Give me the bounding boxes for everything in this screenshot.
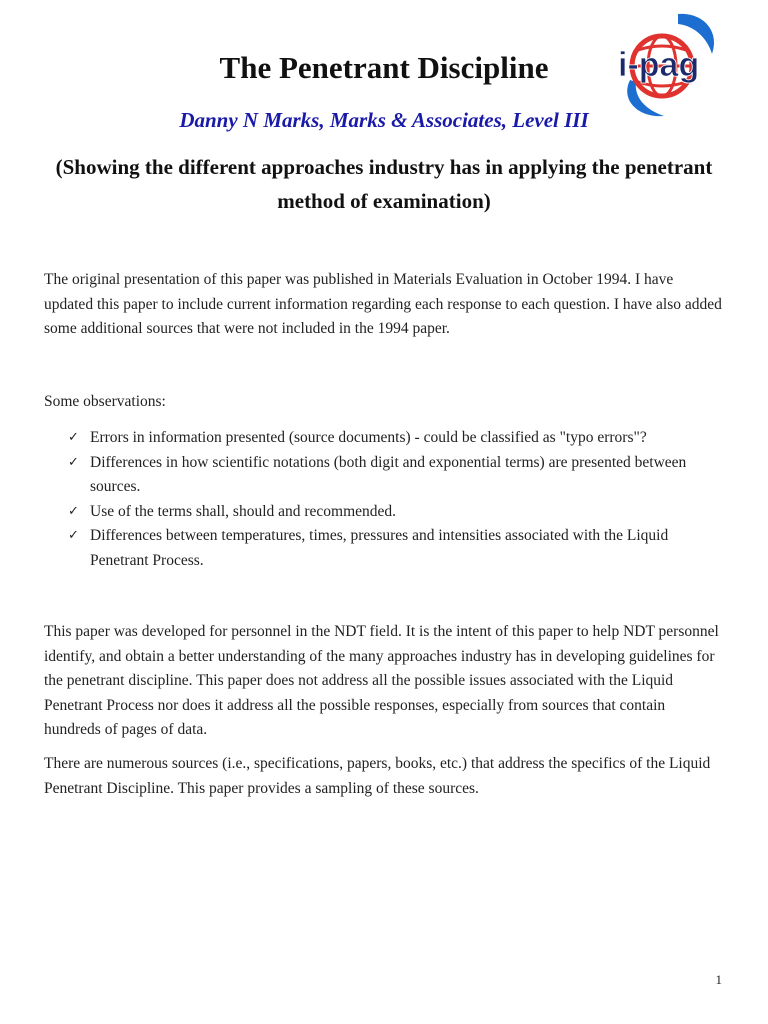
list-item: ✓ Differences in how scientific notations (both digit and exponential terms) are presented between sources. xyxy=(68,451,708,500)
observations-list xyxy=(68,426,708,573)
document-title: The Penetrant Discipline xyxy=(219,50,549,85)
body-paragraph-3: There are numerous sources (i.e., specifications, papers, books, etc.) that address the specifics of the Liquid Penetrant Discipline. This paper provides a sampling of these sources. xyxy=(44,755,711,797)
checkmark-icon: ✓ xyxy=(68,430,79,445)
observations-label: Some observations: xyxy=(44,393,166,410)
checkmark-icon: ✓ xyxy=(68,528,79,543)
list-item: ✓ Errors in information presented (source documents) - could be classified as "typo errors"? xyxy=(68,426,708,451)
page-number: 1 xyxy=(715,972,722,987)
logo-text: i-pag xyxy=(618,46,700,84)
checkmark-icon: ✓ xyxy=(68,503,79,519)
list-item: ✓ Use of the terms shall, should and recommended. xyxy=(68,500,708,525)
body-paragraph-2: This paper was developed for personnel in the NDT field. It is the intent of this paper to help NDT personnel identify, and obtain a better understanding of the many approaches industry has in developing guidelines for the penetrant discipline. This paper does not address all the possible issues associated with the Liquid Penetrant Process nor does it address all the possible responses, especially from sources that contain hundreds of pages of data. xyxy=(44,623,719,738)
author-line: Danny N Marks, Marks & Associates, Level III xyxy=(179,108,589,132)
intro-paragraph: The original presentation of this paper was published in Materials Evaluation in October 1994. I have updated this paper to include current information regarding each response to each question. I have also added some additional sources that were not included in the 1994 paper. xyxy=(44,271,722,337)
list-item: ✓ Differences between temperatures, times, pressures and intensities associated with the Liquid Penetrant Process. xyxy=(68,524,708,573)
document-subtitle: (Showing the different approaches industry has in applying the penetrant method of examination) xyxy=(55,155,713,213)
checkmark-icon: ✓ xyxy=(68,454,79,470)
ipag-logo xyxy=(616,10,722,120)
